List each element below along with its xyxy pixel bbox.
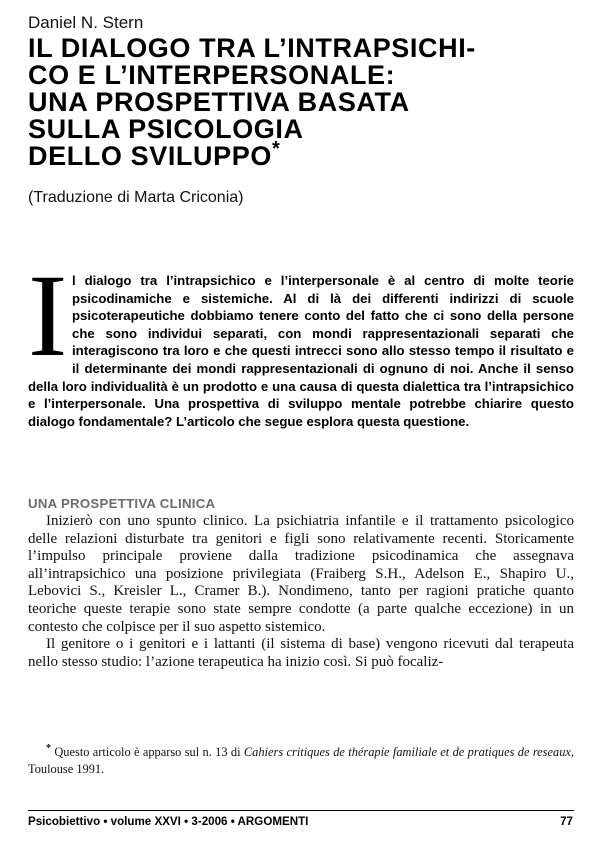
translator-credit: (Traduzione di Marta Criconia)	[28, 189, 244, 206]
title-line: IL DIALOGO TRA L’INTRAPSICHI-	[28, 33, 476, 63]
title-line: UNA PROSPETTIVA BASATA	[28, 87, 410, 117]
author-name: Daniel N. Stern	[28, 13, 144, 32]
article-title	[28, 35, 588, 170]
footnote-text-after: , Toulouse 1991.	[28, 745, 575, 777]
body-paragraph: Inizierò con uno spunto clinico. La psichiatria infantile e il trattamento psicologico delle relazioni disturbate tra genitori e figli sono relativamente recenti. Storicamente l’impulso principale proviene dalla tradizione psicodinamica che assegnava all’intrapsichico una posizione privilegiata (Fraiberg S.H., Adelson E., Shapiro U., Lebovici S., Kreisler L., Cramer B.). Nondimeno, tanto per ragioni pratiche quanto teoriche queste terapie sono state sempre condotte (a parte qualche eccezione) in un contesto che colpisce per il suo aspetto sistemico.	[28, 513, 574, 635]
footnote-journal-title: Cahiers critiques de thérapie familiale et de pratiques de reseaux	[243, 745, 571, 759]
title-footnote-marker: *	[271, 138, 281, 160]
footer-divider	[28, 810, 574, 811]
body-text	[28, 513, 574, 671]
title-line-last	[28, 138, 588, 171]
title-line: SULLA PSICOLOGIA	[28, 114, 304, 144]
drop-cap: I	[28, 250, 68, 381]
footnote-marker: *	[46, 742, 51, 754]
abstract-text: l dialogo tra l’intrapsichico e l’interpersonale è al centro di molte teorie psicodinamiche e sistemiche. Al di là dei differenti indirizzi di scuole psicoterapeutiche dobbiamo tenere conto del fatto che ci sono della persone che sono individui separati, con mondi rappresentazionali separati che interagiscono tra loro e che questi intrecci sono allo stesso tempo il risultato e il determinante dei mondi rappresentazionali di ognuno di noi. Anche il senso della loro individualità è un prodotto e una causa di questa dialettica tra l’intrapsichico e l’interpersonale. Una prospettiva di sviluppo mentale potrebbe chiarire questo dialogo fondamentale? L’articolo che segue esplora questa questione.	[28, 273, 574, 429]
footnote	[28, 744, 574, 778]
title-line: CO E L’INTERPERSONALE:	[28, 60, 396, 90]
title-line: DELLO SVILUPPO	[28, 141, 272, 171]
abstract	[28, 250, 574, 430]
body-paragraph: Il genitore o i genitori e i lattanti (il sistema di base) vengono ricevuti dal terapeuta nello stesso studio: l’azione terapeutica ha inizio così. Si può focaliz-	[28, 636, 574, 670]
footnote-text-before: Questo articolo è apparso sul n. 13 di	[54, 745, 241, 759]
footer-journal-info: Psicobiettivo • volume XXVI • 3-2006 • ARGOMENTI	[28, 815, 309, 828]
page-number: 77	[560, 815, 573, 828]
section-heading: UNA PROSPETTIVA CLINICA	[28, 496, 216, 511]
